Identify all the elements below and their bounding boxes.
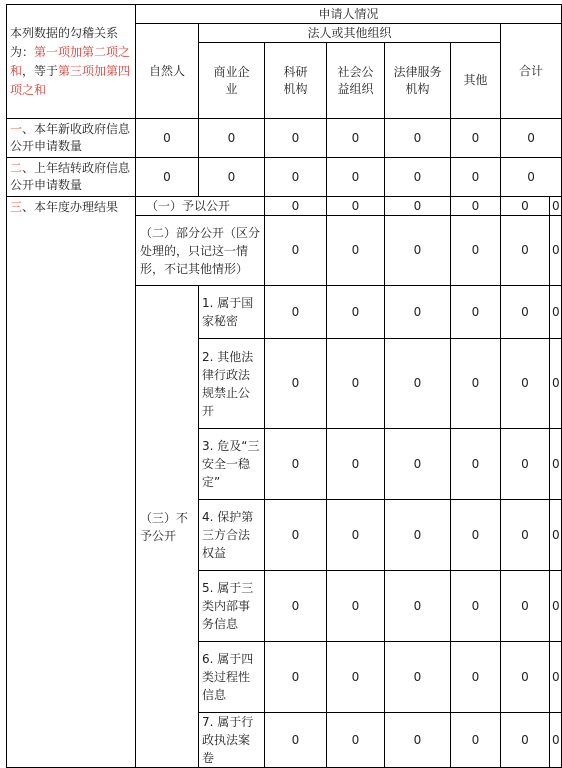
cell: 0 [327,339,385,429]
cell: 0 [385,197,451,216]
cell: 0 [550,429,562,500]
sub-item-label: 4. 保护第三方合法权益 [199,500,265,571]
cell: 0 [501,500,550,571]
cell: 0 [385,339,451,429]
row-label [7,158,136,197]
row-number: 三 [10,200,23,214]
cell: 0 [501,429,550,500]
cell: 0 [136,119,199,158]
cell: 0 [385,119,451,158]
sub-item-label: 7. 属于行政执法案卷 [199,713,265,768]
sub-item-label: 6. 属于四类过程性信息 [199,642,265,713]
row-text: 、上年结转政府信息公开申请数量 [10,161,131,192]
cell: 0 [550,339,562,429]
sub-item-label: 2. 其他法律行政法规禁止公开 [199,339,265,429]
cell: 0 [265,197,327,216]
cell: 0 [550,642,562,713]
cell: 0 [327,429,385,500]
cell: 0 [385,500,451,571]
cell: 0 [451,571,501,642]
legal-group-header: 法人或其他组织 [199,24,501,43]
row-number: 二 [10,161,23,175]
cell: 0 [451,216,501,286]
cell: 0 [451,339,501,429]
cell: 0 [501,197,550,216]
cell: 0 [501,713,550,768]
sub-item-label: 5. 属于三类内部事务信息 [199,571,265,642]
cell: 0 [199,119,265,158]
applicant-header: 申请人情况 [136,5,562,24]
natural-person-header: 自然人 [136,24,199,119]
table-row [7,158,562,197]
cell: 0 [501,286,550,339]
open-label: （一）予以公开 [136,197,265,216]
cell: 0 [451,119,501,158]
corner-text-2: ，等于 [22,63,59,78]
cell: 0 [451,500,501,571]
cell: 0 [385,571,451,642]
cell: 0 [327,500,385,571]
other-header: 其他 [451,43,501,119]
row-number: 一 [10,122,23,136]
row-text: 、本年度办理结果 [22,200,119,214]
table-row [7,197,562,216]
cell: 0 [327,119,385,158]
cell: 0 [327,571,385,642]
cell: 0 [327,286,385,339]
cell: 0 [385,642,451,713]
cell: 0 [451,713,501,768]
cell: 0 [385,216,451,286]
cell: 0 [327,642,385,713]
cell: 0 [550,197,562,216]
cell: 0 [265,339,327,429]
not-open-label: （三）不予公开 [136,286,199,768]
corner-note [7,5,136,119]
section3-label [7,197,136,768]
row-label [7,119,136,158]
cell: 0 [265,642,327,713]
cell: 0 [265,158,327,197]
cell: 0 [385,158,451,197]
cell: 0 [265,119,327,158]
cell: 0 [501,216,550,286]
cell: 0 [451,429,501,500]
cell: 0 [327,216,385,286]
corner-text-red-1: 第一项加第二项之和 [10,44,131,78]
table-row [7,119,562,158]
cell: 0 [501,571,550,642]
total-header: 合计 [501,24,562,119]
cell: 0 [550,286,562,339]
cell: 0 [327,158,385,197]
cell: 0 [265,429,327,500]
corner-text-1: 本列数据的勾稽关系为： [10,25,119,59]
cell: 0 [501,158,562,197]
partial-label: （二）部分公开（区分处理的，只记这一情形，不记其他情形） [136,216,265,286]
cell: 0 [327,713,385,768]
cell: 0 [385,713,451,768]
research-header: 科研机构 [265,43,327,119]
statistics-table [6,4,562,768]
cell: 0 [501,119,562,158]
cell: 0 [136,158,199,197]
commercial-header: 商业企业 [199,43,265,119]
cell: 0 [265,500,327,571]
cell: 0 [550,571,562,642]
corner-text-red-2: 第三项加第四项之和 [10,63,131,97]
cell: 0 [451,286,501,339]
cell: 0 [451,642,501,713]
cell: 0 [501,642,550,713]
cell: 0 [327,197,385,216]
social-header: 社会公益组织 [327,43,385,119]
sub-item-label: 3. 危及“三安全一稳定” [199,429,265,500]
cell: 0 [265,216,327,286]
cell: 0 [451,197,501,216]
cell: 0 [385,429,451,500]
cell: 0 [199,158,265,197]
cell: 0 [501,339,550,429]
cell: 0 [550,216,562,286]
cell: 0 [385,286,451,339]
cell: 0 [265,286,327,339]
cell: 0 [265,571,327,642]
sub-item-label: 1. 属于国家秘密 [199,286,265,339]
cell: 0 [550,713,562,768]
cell: 0 [550,500,562,571]
legal-service-header: 法律服务机构 [385,43,451,119]
cell: 0 [451,158,501,197]
cell: 0 [265,713,327,768]
row-text: 、本年新收政府信息公开申请数量 [10,122,131,153]
